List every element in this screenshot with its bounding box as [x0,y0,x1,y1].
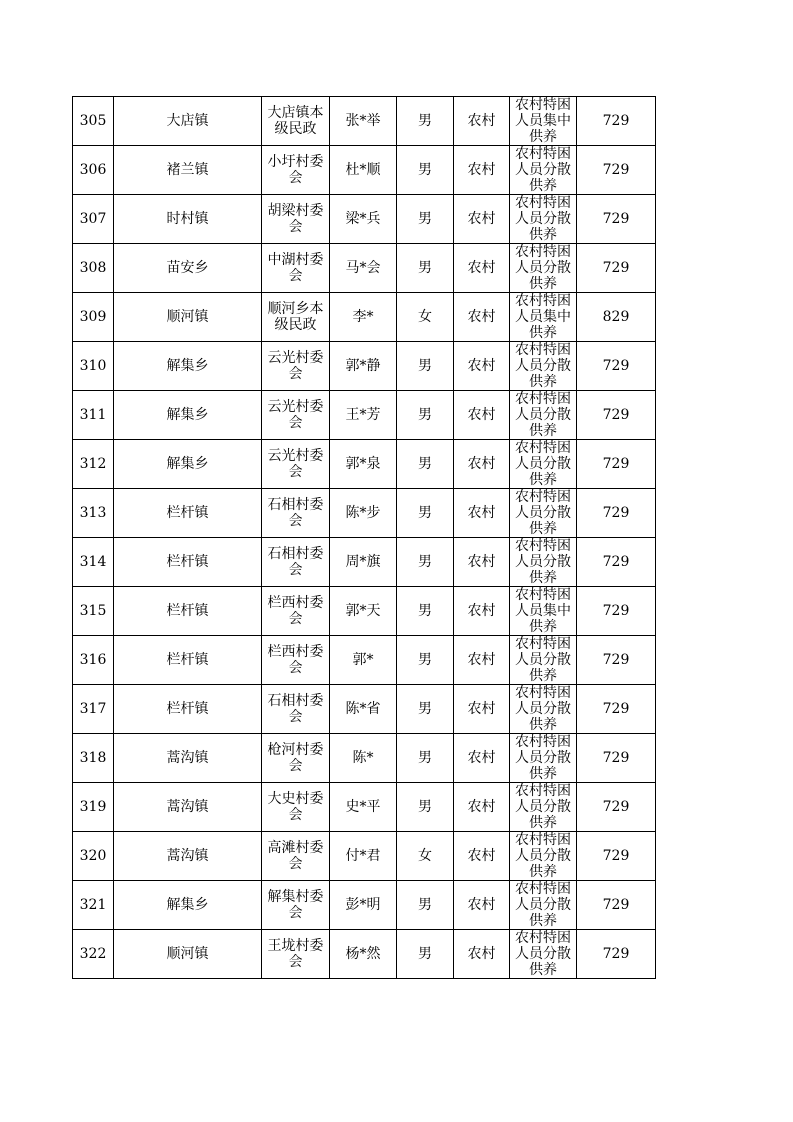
support-type-cell [510,783,577,832]
gender-cell: 男 [397,734,454,783]
support-type-cell [510,881,577,930]
support-type-text: 农村特困人员分散供养 [515,244,571,292]
unit-cell [262,832,330,881]
unit-cell [262,685,330,734]
gender-cell: 男 [397,391,454,440]
support-type-text: 农村特困人员分散供养 [515,440,571,488]
support-type-cell [510,489,577,538]
table-row [73,930,656,979]
roster-body [73,97,656,979]
unit-text: 大史村委会 [267,791,324,823]
township-cell: 解集乡 [114,342,262,391]
support-type-cell [510,97,577,146]
row-number-cell: 319 [73,783,114,832]
area-type-cell: 农村 [454,293,510,342]
table-row [73,734,656,783]
amount-cell: 729 [577,342,656,391]
township-cell: 大店镇 [114,97,262,146]
township-cell: 蒿沟镇 [114,783,262,832]
person-name-cell: 郭*静 [330,342,397,391]
unit-cell [262,783,330,832]
unit-cell [262,244,330,293]
table-row [73,685,656,734]
support-type-text: 农村特困人员分散供养 [515,783,571,831]
amount-cell: 729 [577,146,656,195]
row-number-cell: 318 [73,734,114,783]
table-row [73,832,656,881]
gender-cell: 男 [397,342,454,391]
amount-cell: 729 [577,391,656,440]
unit-text: 王垅村委会 [267,938,324,970]
unit-text: 云光村委会 [267,399,324,431]
row-number-cell: 315 [73,587,114,636]
support-type-cell [510,832,577,881]
support-type-cell [510,636,577,685]
gender-cell: 男 [397,587,454,636]
unit-cell [262,440,330,489]
amount-cell: 729 [577,783,656,832]
person-name-cell: 周*旗 [330,538,397,587]
amount-cell: 729 [577,636,656,685]
support-type-cell [510,391,577,440]
unit-text: 石相村委会 [267,693,324,725]
unit-cell [262,930,330,979]
support-type-cell [510,930,577,979]
gender-cell: 女 [397,293,454,342]
area-type-cell: 农村 [454,636,510,685]
amount-cell: 729 [577,930,656,979]
support-type-cell [510,734,577,783]
person-name-cell: 杜*顺 [330,146,397,195]
person-name-cell: 陈*省 [330,685,397,734]
support-type-text: 农村特困人员集中供养 [515,97,571,145]
gender-cell: 男 [397,97,454,146]
area-type-cell: 农村 [454,538,510,587]
unit-cell [262,489,330,538]
gender-cell: 男 [397,881,454,930]
unit-text: 大店镇本级民政 [267,105,324,137]
support-type-text: 农村特困人员分散供养 [515,538,571,586]
amount-cell: 729 [577,587,656,636]
area-type-cell: 农村 [454,783,510,832]
area-type-cell: 农村 [454,342,510,391]
support-type-text: 农村特困人员分散供养 [515,391,571,439]
unit-cell [262,342,330,391]
table-row [73,146,656,195]
gender-cell: 男 [397,685,454,734]
person-name-cell: 彭*明 [330,881,397,930]
township-cell: 解集乡 [114,881,262,930]
table-row [73,391,656,440]
township-cell: 栏杆镇 [114,538,262,587]
amount-cell: 829 [577,293,656,342]
table-row [73,489,656,538]
unit-text: 胡梁村委会 [267,203,324,235]
row-number-cell: 312 [73,440,114,489]
amount-cell: 729 [577,97,656,146]
person-name-cell: 郭*泉 [330,440,397,489]
support-type-text: 农村特困人员分散供养 [515,146,571,194]
amount-cell: 729 [577,685,656,734]
row-number-cell: 313 [73,489,114,538]
support-type-text: 农村特困人员分散供养 [515,342,571,390]
support-type-text: 农村特困人员集中供养 [515,587,571,635]
table-row [73,195,656,244]
gender-cell: 男 [397,783,454,832]
gender-cell: 男 [397,489,454,538]
row-number-cell: 306 [73,146,114,195]
support-type-text: 农村特困人员分散供养 [515,881,571,929]
township-cell: 时村镇 [114,195,262,244]
unit-text: 石相村委会 [267,497,324,529]
township-cell: 栏杆镇 [114,587,262,636]
support-type-cell [510,342,577,391]
support-type-cell [510,587,577,636]
area-type-cell: 农村 [454,685,510,734]
area-type-cell: 农村 [454,244,510,293]
amount-cell: 729 [577,244,656,293]
table-row [73,636,656,685]
unit-cell [262,195,330,244]
person-name-cell: 梁*兵 [330,195,397,244]
unit-text: 高滩村委会 [267,840,324,872]
person-name-cell: 张*举 [330,97,397,146]
table-row [73,293,656,342]
person-name-cell: 陈*步 [330,489,397,538]
person-name-cell: 郭*天 [330,587,397,636]
area-type-cell: 农村 [454,881,510,930]
township-cell: 解集乡 [114,391,262,440]
support-type-cell [510,195,577,244]
table-row [73,881,656,930]
area-type-cell: 农村 [454,930,510,979]
area-type-cell: 农村 [454,146,510,195]
row-number-cell: 308 [73,244,114,293]
unit-cell [262,146,330,195]
township-cell: 栏杆镇 [114,685,262,734]
unit-text: 中湖村委会 [267,252,324,284]
person-name-cell: 史*平 [330,783,397,832]
row-number-cell: 320 [73,832,114,881]
township-cell: 顺河镇 [114,930,262,979]
support-type-text: 农村特困人员分散供养 [515,930,571,978]
unit-cell [262,734,330,783]
area-type-cell: 农村 [454,97,510,146]
gender-cell: 男 [397,636,454,685]
row-number-cell: 307 [73,195,114,244]
person-name-cell: 陈* [330,734,397,783]
unit-cell [262,587,330,636]
row-number-cell: 309 [73,293,114,342]
unit-cell [262,293,330,342]
table-row [73,783,656,832]
table-row [73,244,656,293]
unit-text: 栏西村委会 [267,595,324,627]
support-type-text: 农村特困人员集中供养 [515,293,571,341]
support-type-cell [510,293,577,342]
support-type-cell [510,538,577,587]
table-row [73,342,656,391]
unit-text: 解集村委会 [267,889,324,921]
table-row [73,440,656,489]
gender-cell: 男 [397,930,454,979]
unit-cell [262,881,330,930]
gender-cell: 男 [397,146,454,195]
township-cell: 栏杆镇 [114,489,262,538]
unit-text: 云光村委会 [267,350,324,382]
table-row [73,587,656,636]
unit-text: 小圩村委会 [267,154,324,186]
support-type-text: 农村特困人员分散供养 [515,489,571,537]
unit-text: 顺河乡本级民政 [267,301,324,333]
person-name-cell: 李* [330,293,397,342]
amount-cell: 729 [577,489,656,538]
unit-cell [262,538,330,587]
area-type-cell: 农村 [454,440,510,489]
unit-text: 云光村委会 [267,448,324,480]
unit-text: 栏西村委会 [267,644,324,676]
support-type-text: 农村特困人员分散供养 [515,832,571,880]
amount-cell: 729 [577,881,656,930]
support-type-text: 农村特困人员分散供养 [515,734,571,782]
area-type-cell: 农村 [454,734,510,783]
support-type-text: 农村特困人员分散供养 [515,685,571,733]
support-type-cell [510,440,577,489]
support-type-text: 农村特困人员分散供养 [515,636,571,684]
township-cell: 蒿沟镇 [114,832,262,881]
support-type-cell [510,685,577,734]
township-cell: 顺河镇 [114,293,262,342]
support-type-cell [510,146,577,195]
roster-table [72,96,656,979]
gender-cell: 男 [397,538,454,587]
gender-cell: 男 [397,244,454,293]
amount-cell: 729 [577,195,656,244]
person-name-cell: 马*会 [330,244,397,293]
support-type-cell [510,244,577,293]
unit-cell [262,97,330,146]
amount-cell: 729 [577,734,656,783]
area-type-cell: 农村 [454,489,510,538]
amount-cell: 729 [577,440,656,489]
unit-cell [262,636,330,685]
township-cell: 栏杆镇 [114,636,262,685]
amount-cell: 729 [577,832,656,881]
amount-cell: 729 [577,538,656,587]
township-cell: 苗安乡 [114,244,262,293]
table-row [73,538,656,587]
person-name-cell: 王*芳 [330,391,397,440]
area-type-cell: 农村 [454,195,510,244]
unit-text: 枪河村委会 [267,742,324,774]
gender-cell: 男 [397,195,454,244]
person-name-cell: 杨*然 [330,930,397,979]
row-number-cell: 305 [73,97,114,146]
support-type-text: 农村特困人员分散供养 [515,195,571,243]
gender-cell: 男 [397,440,454,489]
area-type-cell: 农村 [454,391,510,440]
area-type-cell: 农村 [454,587,510,636]
row-number-cell: 316 [73,636,114,685]
township-cell: 解集乡 [114,440,262,489]
person-name-cell: 郭* [330,636,397,685]
row-number-cell: 310 [73,342,114,391]
area-type-cell: 农村 [454,832,510,881]
township-cell: 褚兰镇 [114,146,262,195]
table-row [73,97,656,146]
unit-text: 石相村委会 [267,546,324,578]
row-number-cell: 311 [73,391,114,440]
row-number-cell: 317 [73,685,114,734]
township-cell: 蒿沟镇 [114,734,262,783]
row-number-cell: 314 [73,538,114,587]
person-name-cell: 付*君 [330,832,397,881]
unit-cell [262,391,330,440]
row-number-cell: 321 [73,881,114,930]
row-number-cell: 322 [73,930,114,979]
gender-cell: 女 [397,832,454,881]
